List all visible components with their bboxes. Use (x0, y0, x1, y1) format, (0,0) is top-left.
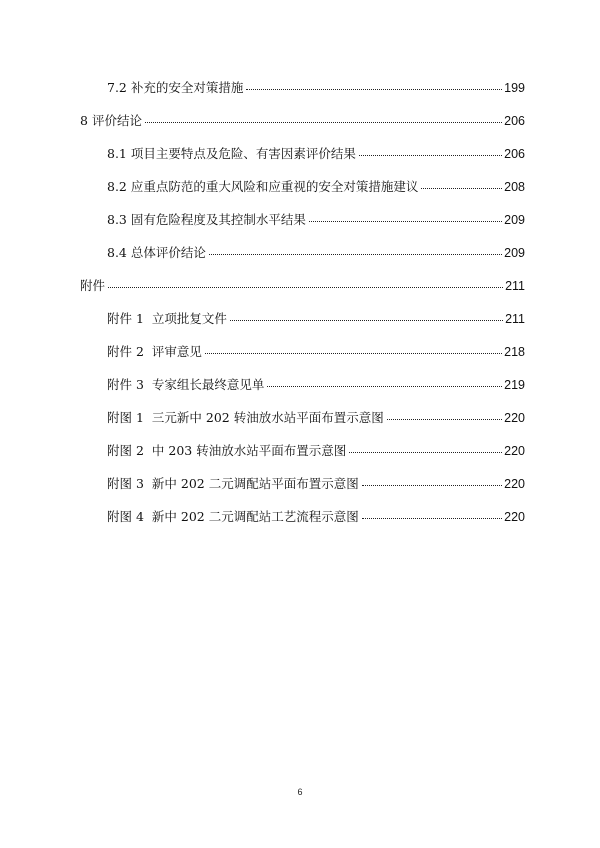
toc-entry-page: 211 (505, 312, 525, 326)
toc-entry-number: 附件 3 (107, 377, 144, 392)
toc-entry-8-3[interactable] (107, 212, 525, 228)
toc-leader-dots (421, 187, 502, 189)
toc-entry-page: 220 (504, 411, 525, 425)
toc-entry-title: 新中 202 二元调配站工艺流程示意图 (151, 509, 359, 524)
toc-entry-title: 新中 202 二元调配站平面布置示意图 (151, 476, 359, 491)
toc-entry-title: 评价结论 (91, 113, 142, 128)
toc-entry-title: 应重点防范的重大风险和应重视的安全对策措施建议 (130, 179, 419, 194)
toc-entry-page: 206 (504, 114, 525, 128)
toc-entry-title: 补充的安全对策措施 (130, 80, 244, 95)
toc-entry-figure-2[interactable] (107, 443, 525, 459)
toc-entry-8[interactable] (80, 113, 525, 129)
toc-entry-figure-1[interactable] (107, 410, 525, 426)
toc-leader-dots (387, 418, 502, 420)
toc-entry-title: 评审意见 (151, 344, 202, 359)
toc-entry-appendix-2[interactable] (107, 344, 525, 360)
toc-entry-8-1[interactable] (107, 146, 525, 162)
toc-leader-dots (209, 253, 502, 255)
toc-entry-figure-4[interactable] (107, 509, 525, 525)
toc-entry-page: 206 (504, 147, 525, 161)
toc-entry-page: 219 (504, 378, 525, 392)
toc-entry-title: 立项批复文件 (151, 311, 227, 326)
toc-entry-number: 7.2 (107, 80, 127, 95)
toc-entry-number: 8 (80, 113, 88, 128)
toc-leader-dots (359, 154, 502, 156)
toc-entry-number: 附图 2 (107, 443, 144, 458)
toc-entry-title: 总体评价结论 (130, 245, 206, 260)
toc-entry-page: 209 (504, 213, 525, 227)
toc-leader-dots (349, 451, 502, 453)
toc-entry-7-2[interactable] (107, 80, 525, 96)
toc-entry-number: 8.4 (107, 245, 127, 260)
toc-leader-dots (205, 352, 502, 354)
toc-leader-dots (145, 121, 502, 123)
toc-leader-dots (230, 319, 503, 321)
page-number: 6 (297, 787, 303, 797)
toc-entry-page: 208 (504, 180, 525, 194)
toc-entry-number: 附图 3 (107, 476, 144, 491)
toc-entry-title: 固有危险程度及其控制水平结果 (130, 212, 306, 227)
toc-entry-number: 8.2 (107, 179, 127, 194)
toc-leader-dots (108, 286, 503, 288)
toc-leader-dots (267, 385, 502, 387)
toc-entry-title: 三元新中 202 转油放水站平面布置示意图 (151, 410, 384, 425)
toc-entry-page: 220 (504, 444, 525, 458)
toc-entry-title: 附件 (80, 278, 106, 293)
toc-entry-8-2[interactable] (107, 179, 525, 195)
toc-entry-number: 8.3 (107, 212, 127, 227)
toc-entry-number: 附件 2 (107, 344, 144, 359)
toc-leader-dots (362, 517, 502, 519)
toc-entry-figure-3[interactable] (107, 476, 525, 492)
toc-entry-title: 项目主要特点及危险、有害因素评价结果 (130, 146, 356, 161)
toc-entry-page: 209 (504, 246, 525, 260)
toc-entry-page: 211 (505, 279, 525, 293)
toc-entry-number: 附图 1 (107, 410, 144, 425)
toc-entry-number: 附图 4 (107, 509, 144, 524)
toc-leader-dots (309, 220, 502, 222)
toc-entry-title: 中 203 转油放水站平面布置示意图 (151, 443, 347, 458)
toc-entry-appendix-1[interactable] (107, 311, 525, 327)
toc-leader-dots (362, 484, 502, 486)
toc-leader-dots (246, 88, 502, 90)
toc-entry-page: 220 (504, 510, 525, 524)
toc-entry-number: 附件 1 (107, 311, 144, 326)
toc-entry-appendices[interactable] (80, 278, 525, 294)
toc-entry-page: 199 (504, 81, 525, 95)
toc-entry-appendix-3[interactable] (107, 377, 525, 393)
toc-entry-page: 218 (504, 345, 525, 359)
toc-entry-8-4[interactable] (107, 245, 525, 261)
toc-entry-title: 专家组长最终意见单 (151, 377, 265, 392)
toc-entry-number: 8.1 (107, 146, 127, 161)
toc-entry-page: 220 (504, 477, 525, 491)
